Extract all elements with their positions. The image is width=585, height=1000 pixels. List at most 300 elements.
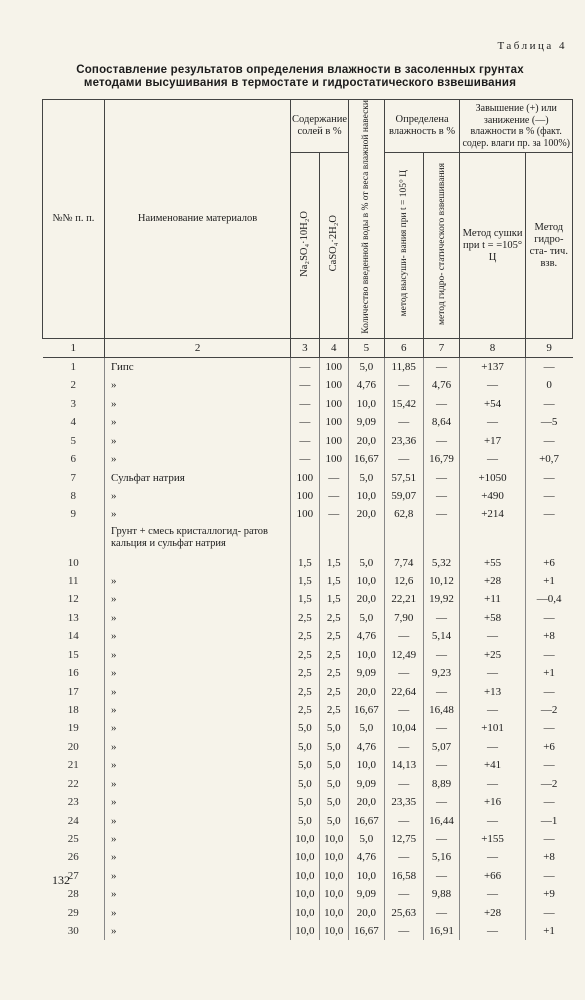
cell-water-added: 16,67 <box>348 811 384 829</box>
cell-moisture-hydro: — <box>423 756 460 774</box>
cell-moisture-dry: — <box>384 664 423 682</box>
cell-row-number: 2 <box>70 379 77 392</box>
cell-diff-hydro: — <box>525 793 572 811</box>
cell-row-number: 16 <box>67 667 79 680</box>
cell-caso4: 10,0 <box>319 885 348 903</box>
cell-material-name: Грунт + смесь кристаллогид- ратов кальция и сульфат натрия <box>105 524 291 572</box>
cell-material-name: » <box>105 848 291 866</box>
cell-moisture-dry: — <box>384 885 423 903</box>
table-row <box>43 830 573 848</box>
cell-moisture-hydro: 10,12 <box>423 572 460 590</box>
cell-na2so4: — <box>291 395 319 413</box>
cell-row-number: 5 <box>70 434 77 447</box>
cell-row-number: 15 <box>67 648 79 661</box>
column-number: 1 <box>43 338 105 357</box>
cell-moisture-hydro: 8,64 <box>423 413 460 431</box>
cell-moisture-dry: 7,90 <box>384 609 423 627</box>
cell-diff-hydro: +6 <box>525 738 572 756</box>
cell-moisture-hydro: 5,32 <box>423 524 460 572</box>
cell-na2so4: 100 <box>291 487 319 505</box>
cell-na2so4: 1,5 <box>291 524 319 572</box>
table-row <box>43 627 573 645</box>
column-number-row <box>43 338 573 357</box>
cell-diff-dry: — <box>460 376 525 394</box>
cell-material-name: » <box>105 590 291 608</box>
cell-row-number: 14 <box>67 630 79 643</box>
header-salts: Содержание солей в % <box>291 100 349 153</box>
cell-diff-dry: +17 <box>460 432 525 450</box>
cell-water-added: 20,0 <box>348 904 384 922</box>
cell-na2so4: 1,5 <box>291 590 319 608</box>
cell-caso4: 10,0 <box>319 830 348 848</box>
header-water: Количество введенной воды в % от веса влажной навески <box>348 100 384 339</box>
cell-diff-hydro: — <box>525 645 572 663</box>
cell-na2so4: 10,0 <box>291 830 319 848</box>
cell-diff-dry: +155 <box>460 830 525 848</box>
table-row <box>43 848 573 866</box>
cell-diff-hydro: — <box>525 682 572 700</box>
cell-moisture-dry: — <box>384 738 423 756</box>
comparison-table <box>42 99 573 940</box>
cell-caso4: 10,0 <box>319 848 348 866</box>
cell-water-added: 9,09 <box>348 775 384 793</box>
cell-diff-hydro: +1 <box>525 922 572 940</box>
table-row <box>43 590 573 608</box>
cell-moisture-hydro: 8,89 <box>423 775 460 793</box>
cell-diff-dry: +490 <box>460 487 525 505</box>
cell-na2so4: — <box>291 450 319 468</box>
cell-caso4: 5,0 <box>319 738 348 756</box>
column-number: 6 <box>384 338 423 357</box>
cell-material-name: » <box>105 645 291 663</box>
cell-na2so4: — <box>291 376 319 394</box>
header-dry-method: метод высуши- вания при t = 105° Ц <box>384 153 423 338</box>
cell-moisture-dry: 12,49 <box>384 645 423 663</box>
cell-diff-hydro: — <box>525 830 572 848</box>
cell-caso4: 2,5 <box>319 609 348 627</box>
cell-water-added: 16,67 <box>348 701 384 719</box>
cell-na2so4: 5,0 <box>291 775 319 793</box>
table-header <box>43 100 573 339</box>
cell-water-added: 10,0 <box>348 395 384 413</box>
cell-moisture-dry: 23,35 <box>384 793 423 811</box>
cell-na2so4: 100 <box>291 505 319 523</box>
cell-diff-hydro: — <box>525 904 572 922</box>
title-line-1: Сопоставление результатов определения влажности в засоленных грунтах <box>76 64 524 76</box>
cell-water-added: 20,0 <box>348 793 384 811</box>
cell-moisture-hydro: 5,07 <box>423 738 460 756</box>
cell-material-name: » <box>105 682 291 700</box>
cell-diff-hydro: +8 <box>525 627 572 645</box>
cell-water-added: 10,0 <box>348 867 384 885</box>
table-row <box>43 756 573 774</box>
table-row <box>43 775 573 793</box>
cell-moisture-hydro: — <box>423 793 460 811</box>
cell-moisture-dry: 25,63 <box>384 904 423 922</box>
cell-moisture-dry: 14,13 <box>384 756 423 774</box>
cell-moisture-dry: 11,85 <box>384 357 423 376</box>
cell-water-added: 16,67 <box>348 450 384 468</box>
cell-caso4: 2,5 <box>319 664 348 682</box>
cell-water-added: 4,76 <box>348 848 384 866</box>
cell-material-name: » <box>105 756 291 774</box>
cell-diff-dry: — <box>460 738 525 756</box>
cell-water-added: 5,0 <box>348 830 384 848</box>
cell-na2so4: 10,0 <box>291 885 319 903</box>
cell-moisture-hydro: 16,48 <box>423 701 460 719</box>
cell-row-number: 4 <box>70 416 77 429</box>
cell-caso4: 1,5 <box>319 590 348 608</box>
cell-diff-hydro: +8 <box>525 848 572 866</box>
cell-row-number: 18 <box>67 703 79 716</box>
cell-caso4: 1,5 <box>319 572 348 590</box>
cell-water-added: 9,09 <box>348 885 384 903</box>
cell-na2so4: 2,5 <box>291 627 319 645</box>
cell-diff-hydro: — <box>525 505 572 523</box>
cell-na2so4: 5,0 <box>291 756 319 774</box>
cell-na2so4: 5,0 <box>291 738 319 756</box>
table-row <box>43 793 573 811</box>
cell-material-name: Сульфат натрия <box>105 468 291 486</box>
cell-caso4: — <box>319 468 348 486</box>
cell-water-added: 4,76 <box>348 738 384 756</box>
cell-caso4: 2,5 <box>319 627 348 645</box>
cell-row-number: 26 <box>67 851 79 864</box>
cell-moisture-dry: 23,36 <box>384 432 423 450</box>
cell-diff-dry: — <box>460 885 525 903</box>
cell-diff-dry: +11 <box>460 590 525 608</box>
cell-moisture-hydro: 19,92 <box>423 590 460 608</box>
cell-diff-dry: +13 <box>460 682 525 700</box>
cell-caso4: 1,5 <box>319 524 348 572</box>
table-row <box>43 682 573 700</box>
cell-water-added: 16,67 <box>348 922 384 940</box>
cell-water-added: 9,09 <box>348 413 384 431</box>
cell-material-name: » <box>105 450 291 468</box>
cell-moisture-hydro: — <box>423 395 460 413</box>
cell-row-number: 19 <box>67 722 79 735</box>
cell-material-name: » <box>105 505 291 523</box>
table-row <box>43 922 573 940</box>
cell-material-name: » <box>105 793 291 811</box>
table-row <box>43 524 573 572</box>
cell-moisture-hydro: — <box>423 609 460 627</box>
cell-diff-hydro: —5 <box>525 413 572 431</box>
column-number: 9 <box>525 338 572 357</box>
cell-moisture-hydro: — <box>423 682 460 700</box>
cell-moisture-hydro: — <box>423 719 460 737</box>
cell-na2so4: 1,5 <box>291 572 319 590</box>
table-row <box>43 413 573 431</box>
cell-material-name: » <box>105 775 291 793</box>
cell-water-added: 5,0 <box>348 719 384 737</box>
cell-moisture-dry: — <box>384 376 423 394</box>
cell-material-name: » <box>105 830 291 848</box>
cell-caso4: 2,5 <box>319 682 348 700</box>
column-number: 8 <box>460 338 525 357</box>
header-difference: Завышение (+) или занижение (—) влажности в % (факт. содер. влаги пр. за 100%) <box>460 100 573 153</box>
cell-moisture-hydro: 9,23 <box>423 664 460 682</box>
cell-caso4: 2,5 <box>319 701 348 719</box>
table-row <box>43 357 573 376</box>
cell-row-number: 17 <box>67 685 79 698</box>
cell-diff-hydro: — <box>525 468 572 486</box>
header-diff-dry: Метод сушки при t = =105° Ц <box>460 153 525 338</box>
cell-moisture-hydro: 9,88 <box>423 885 460 903</box>
cell-na2so4: 10,0 <box>291 848 319 866</box>
table-title <box>40 64 560 90</box>
cell-moisture-hydro: — <box>423 830 460 848</box>
cell-water-added: 20,0 <box>348 682 384 700</box>
cell-row-number: 22 <box>67 777 79 790</box>
cell-diff-dry: +54 <box>460 395 525 413</box>
cell-row-number: 6 <box>70 453 77 466</box>
cell-row-number: 20 <box>67 740 79 753</box>
cell-row-number: 9 <box>70 508 77 521</box>
cell-material-name: » <box>105 395 291 413</box>
header-na2so4: Na₂SO₄·10H₂O <box>291 153 319 338</box>
cell-moisture-hydro: 5,16 <box>423 848 460 866</box>
column-number: 5 <box>348 338 384 357</box>
header-moisture: Определена влажность в % <box>384 100 460 153</box>
cell-material-name: » <box>105 867 291 885</box>
cell-caso4: 100 <box>319 413 348 431</box>
table-row <box>43 719 573 737</box>
cell-na2so4: 2,5 <box>291 645 319 663</box>
cell-diff-dry: — <box>460 450 525 468</box>
header-name: Наименование материалов <box>105 100 291 339</box>
cell-material-name: » <box>105 701 291 719</box>
cell-diff-dry: — <box>460 775 525 793</box>
cell-row-number: 7 <box>70 471 77 484</box>
cell-caso4: 100 <box>319 395 348 413</box>
cell-diff-dry: — <box>460 413 525 431</box>
column-number: 3 <box>291 338 319 357</box>
cell-material-name: » <box>105 885 291 903</box>
cell-water-added: 4,76 <box>348 376 384 394</box>
cell-moisture-dry: — <box>384 848 423 866</box>
table-row <box>43 738 573 756</box>
cell-row-number: 25 <box>67 833 79 846</box>
cell-row-number: 27 <box>67 869 79 882</box>
cell-water-added: 4,76 <box>348 627 384 645</box>
cell-moisture-dry: — <box>384 413 423 431</box>
cell-diff-dry: +55 <box>460 524 525 572</box>
cell-material-name: » <box>105 904 291 922</box>
cell-moisture-dry: 62,8 <box>384 505 423 523</box>
cell-caso4: 100 <box>319 432 348 450</box>
cell-moisture-dry: 12,6 <box>384 572 423 590</box>
cell-na2so4: 10,0 <box>291 904 319 922</box>
cell-water-added: 10,0 <box>348 645 384 663</box>
cell-caso4: 5,0 <box>319 793 348 811</box>
table-row <box>43 487 573 505</box>
cell-moisture-dry: 22,64 <box>384 682 423 700</box>
table-row <box>43 664 573 682</box>
cell-material-name: » <box>105 413 291 431</box>
cell-water-added: 20,0 <box>348 590 384 608</box>
cell-diff-hydro: — <box>525 395 572 413</box>
cell-row-number: 10 <box>67 556 79 569</box>
cell-moisture-hydro: — <box>423 487 460 505</box>
cell-caso4: — <box>319 505 348 523</box>
cell-moisture-dry: — <box>384 701 423 719</box>
cell-diff-dry: — <box>460 627 525 645</box>
cell-moisture-hydro: — <box>423 505 460 523</box>
cell-diff-hydro: —2 <box>525 701 572 719</box>
cell-diff-dry: +28 <box>460 572 525 590</box>
cell-diff-hydro: — <box>525 719 572 737</box>
cell-diff-hydro: —1 <box>525 811 572 829</box>
cell-material-name: » <box>105 738 291 756</box>
cell-diff-dry: — <box>460 848 525 866</box>
cell-diff-hydro: —2 <box>525 775 572 793</box>
cell-moisture-dry: 22,21 <box>384 590 423 608</box>
cell-water-added: 5,0 <box>348 609 384 627</box>
cell-caso4: 2,5 <box>319 645 348 663</box>
cell-water-added: 5,0 <box>348 357 384 376</box>
cell-diff-dry: +66 <box>460 867 525 885</box>
cell-na2so4: — <box>291 357 319 376</box>
cell-caso4: 10,0 <box>319 867 348 885</box>
cell-na2so4: 5,0 <box>291 811 319 829</box>
cell-moisture-hydro: 16,79 <box>423 450 460 468</box>
cell-na2so4: 2,5 <box>291 609 319 627</box>
cell-diff-dry: +137 <box>460 357 525 376</box>
cell-diff-dry: +58 <box>460 609 525 627</box>
cell-row-number: 11 <box>67 574 79 587</box>
cell-material-name: » <box>105 432 291 450</box>
table-row <box>43 811 573 829</box>
cell-row-number: 3 <box>70 397 77 410</box>
cell-row-number: 30 <box>67 925 79 938</box>
cell-moisture-hydro: 5,14 <box>423 627 460 645</box>
cell-water-added: 10,0 <box>348 487 384 505</box>
cell-water-added: 5,0 <box>348 524 384 572</box>
cell-na2so4: 2,5 <box>291 664 319 682</box>
cell-na2so4: 10,0 <box>291 867 319 885</box>
table-row <box>43 572 573 590</box>
cell-row-number: 29 <box>67 906 79 919</box>
table-row <box>43 432 573 450</box>
table-row <box>43 450 573 468</box>
cell-diff-dry: — <box>460 701 525 719</box>
cell-caso4: 100 <box>319 357 348 376</box>
cell-diff-dry: +214 <box>460 505 525 523</box>
cell-caso4: 5,0 <box>319 775 348 793</box>
cell-diff-hydro: 0 <box>525 376 572 394</box>
header-caso4: CaSO₄·2H₂O <box>319 153 348 338</box>
table-row <box>43 505 573 523</box>
table-label: Таблица 4 <box>497 40 567 52</box>
cell-na2so4: 10,0 <box>291 922 319 940</box>
cell-moisture-dry: 12,75 <box>384 830 423 848</box>
cell-diff-dry: +41 <box>460 756 525 774</box>
cell-water-added: 20,0 <box>348 505 384 523</box>
cell-na2so4: 2,5 <box>291 701 319 719</box>
cell-moisture-dry: 15,42 <box>384 395 423 413</box>
cell-diff-hydro: +1 <box>525 572 572 590</box>
cell-na2so4: 5,0 <box>291 793 319 811</box>
table-row <box>43 904 573 922</box>
cell-moisture-dry: — <box>384 450 423 468</box>
header-diff-hydro: Метод гидро- ста- тич. взв. <box>525 153 572 338</box>
cell-water-added: 10,0 <box>348 756 384 774</box>
cell-diff-dry: +101 <box>460 719 525 737</box>
cell-diff-hydro: —0,4 <box>525 590 572 608</box>
cell-diff-hydro: — <box>525 432 572 450</box>
cell-material-name: » <box>105 719 291 737</box>
cell-moisture-dry: 59,07 <box>384 487 423 505</box>
cell-caso4: 10,0 <box>319 922 348 940</box>
cell-diff-dry: +1050 <box>460 468 525 486</box>
cell-material-name: » <box>105 609 291 627</box>
cell-diff-dry: — <box>460 664 525 682</box>
cell-material-name: » <box>105 376 291 394</box>
header-num: №№ п. п. <box>43 100 105 339</box>
cell-moisture-dry: 10,04 <box>384 719 423 737</box>
page-number: 132 <box>52 873 70 887</box>
cell-moisture-hydro: — <box>423 432 460 450</box>
table-body <box>43 338 573 940</box>
cell-water-added: 20,0 <box>348 432 384 450</box>
cell-moisture-dry: 57,51 <box>384 468 423 486</box>
cell-diff-dry: +25 <box>460 645 525 663</box>
cell-diff-hydro: — <box>525 867 572 885</box>
cell-diff-hydro: +0,7 <box>525 450 572 468</box>
table-row <box>43 701 573 719</box>
cell-diff-hydro: — <box>525 487 572 505</box>
cell-diff-hydro: — <box>525 756 572 774</box>
cell-material-name: » <box>105 811 291 829</box>
cell-material-name: » <box>105 627 291 645</box>
cell-caso4: 5,0 <box>319 756 348 774</box>
cell-moisture-dry: — <box>384 627 423 645</box>
cell-moisture-hydro: 4,76 <box>423 376 460 394</box>
cell-material-name: Гипс <box>105 357 291 376</box>
column-number: 2 <box>105 338 291 357</box>
cell-caso4: 10,0 <box>319 904 348 922</box>
cell-na2so4: 2,5 <box>291 682 319 700</box>
cell-row-number: 21 <box>67 759 79 772</box>
cell-material-name: » <box>105 572 291 590</box>
cell-moisture-hydro: — <box>423 468 460 486</box>
table-row <box>43 867 573 885</box>
cell-diff-hydro: +1 <box>525 664 572 682</box>
cell-caso4: 100 <box>319 450 348 468</box>
header-hydro-method: метод гидро- статического взвешивания <box>423 153 460 338</box>
cell-row-number: 23 <box>67 796 79 809</box>
cell-moisture-hydro: — <box>423 867 460 885</box>
cell-water-added: 10,0 <box>348 572 384 590</box>
cell-water-added: 5,0 <box>348 468 384 486</box>
cell-diff-hydro: — <box>525 357 572 376</box>
cell-caso4: 5,0 <box>319 719 348 737</box>
table-row <box>43 395 573 413</box>
cell-na2so4: 5,0 <box>291 719 319 737</box>
table-row <box>43 609 573 627</box>
cell-material-name: » <box>105 922 291 940</box>
cell-row-number: 24 <box>67 814 79 827</box>
cell-diff-hydro: +9 <box>525 885 572 903</box>
cell-row-number: 28 <box>67 888 79 901</box>
cell-moisture-hydro: 16,91 <box>423 922 460 940</box>
cell-moisture-dry: — <box>384 922 423 940</box>
column-number: 4 <box>319 338 348 357</box>
table-row <box>43 468 573 486</box>
cell-moisture-dry: 16,58 <box>384 867 423 885</box>
table-row <box>43 645 573 663</box>
